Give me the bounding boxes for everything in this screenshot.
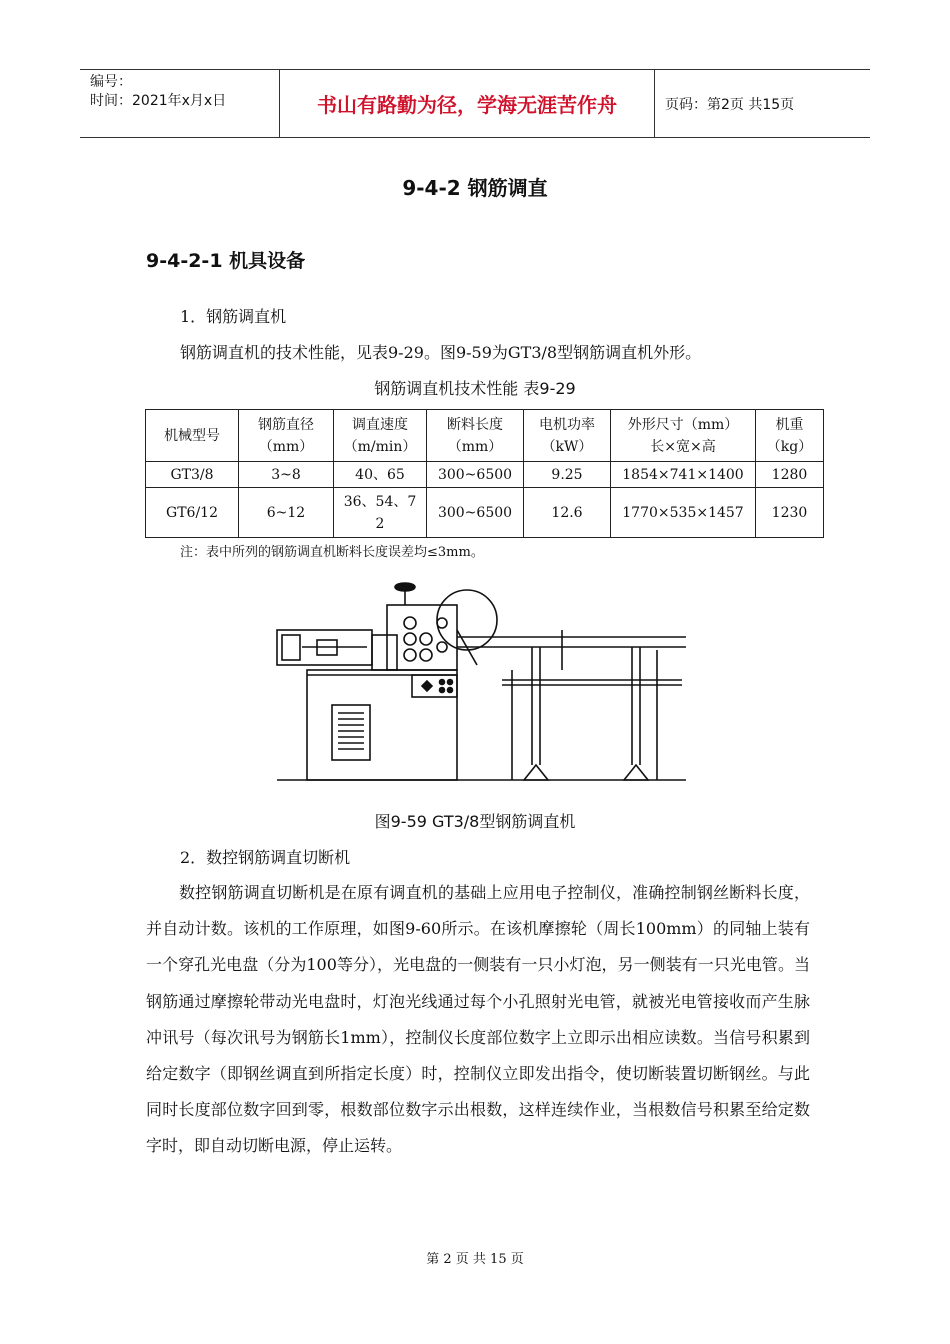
item1-title: 1．钢筋调直机 <box>180 307 287 326</box>
table-cell: 1280 <box>756 462 824 488</box>
table-cell: 1770×535×1457 <box>611 488 756 538</box>
spec-table <box>145 409 824 538</box>
table-note: 注：表中所列的钢筋调直机断料长度误差均≤3mm。 <box>180 545 484 560</box>
table-cell: GT6/12 <box>146 488 239 538</box>
item2-text: 数控钢筋调直切断机是在原有调直机的基础上应用电子控制仪，准确控制钢丝断料长度，并自动计数。该机的工作原理，如图9-60所示。在该机摩擦轮（周长100mm）的同轴上装有一个穿孔光电盘（分为100等分），光电盘的一侧装有一只小灯泡，另一侧装有一只光电管。当钢筋通过摩擦轮带动光电盘时，灯泡光线通过每个小孔照射光电管，就被光电管接收而产生脉冲讯号（每次讯号为钢筋长1mm），控制仪长度部位数字上立即示出相应读数。当信号积累到给定数字（即钢丝调直到所指定长度）时，控制仪立即发出指令，使切断装置切断钢丝。与此同时长度部位数字回到零，根数部位数字示出根数，这样连续作业，当根数信号积累至给定数字时，即自动切断电源，停止运转。 <box>146 883 810 1156</box>
table-cell: 6~12 <box>239 488 334 538</box>
table-cell: 1230 <box>756 488 824 538</box>
subsection-title: 9-4-2-1 机具设备 <box>146 250 306 272</box>
table-cell: 300~6500 <box>427 488 524 538</box>
item2-title: 2．数控钢筋调直切断机 <box>180 848 351 867</box>
table-cell: 1854×741×1400 <box>611 462 756 488</box>
table-cell: 12.6 <box>524 488 611 538</box>
page-footer: 第 2 页 共 15 页 <box>426 1252 524 1267</box>
document-date-label: 时间：2021年x月x日 <box>90 93 227 109</box>
section-title: 9-4-2 钢筋调直 <box>402 176 548 200</box>
table-header-cell: 电机功率 （kW） <box>524 410 611 462</box>
table-header-cell: 断料长度 （mm） <box>427 410 524 462</box>
table-cell: 3~8 <box>239 462 334 488</box>
header-left-cell <box>80 70 280 137</box>
table-header-row <box>146 410 824 462</box>
table-row <box>146 462 824 488</box>
straightening-machine-illustration <box>262 575 688 787</box>
table-header-cell: 外形尺寸（mm） 长×宽×高 <box>611 410 756 462</box>
header-page-label: 页码：第2页 共15页 <box>665 96 795 113</box>
table-cell: 300~6500 <box>427 462 524 488</box>
figure-caption: 图9-59 GT3/8型钢筋调直机 <box>374 812 576 831</box>
table-row <box>146 488 824 538</box>
table-cell: 40、65 <box>334 462 427 488</box>
table-header-cell: 钢筋直径 （mm） <box>239 410 334 462</box>
page-header <box>80 69 870 138</box>
table-header-cell: 机械型号 <box>146 410 239 462</box>
table-caption: 钢筋调直机技术性能 表9-29 <box>374 379 576 398</box>
table-cell: 9.25 <box>524 462 611 488</box>
table-cell: 36、54、72 <box>334 488 427 538</box>
document-number-label: 编号： <box>90 74 132 90</box>
table-cell: GT3/8 <box>146 462 239 488</box>
item1-text: 钢筋调直机的技术性能，见表9-29。图9-59为GT3/8型钢筋调直机外形。 <box>180 343 702 362</box>
table-header-cell: 调直速度 （m/min） <box>334 410 427 462</box>
table-header-cell: 机重 （kg） <box>756 410 824 462</box>
header-motto: 书山有路勤为径，学海无涯苦作舟 <box>280 70 655 137</box>
